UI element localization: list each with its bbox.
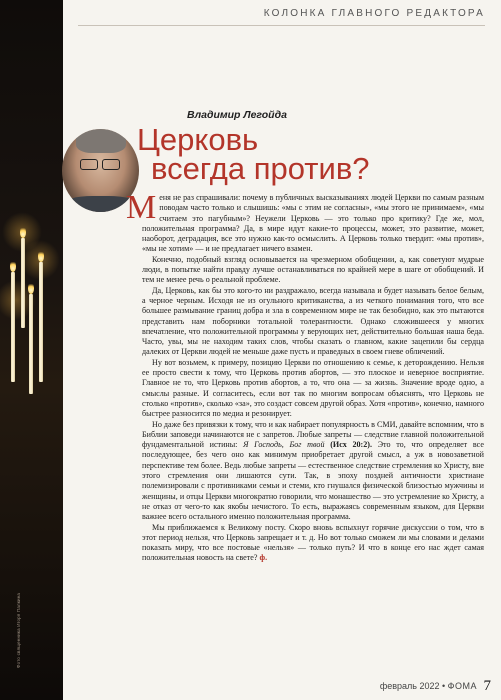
article-title — [137, 122, 370, 186]
page-number: 7 — [483, 678, 491, 694]
header-divider — [78, 25, 485, 26]
paragraph-2: Конечно, подобный взгляд основывается на чрезмерном обобщении, а, как советуют мудрые люди, в попытке найти правду лучше останавливаться по крайней мере в шаге от обобщений. И тем не менее речь о реальной проблеме. — [142, 254, 484, 285]
scripture-ref: (Исх 20:2). — [330, 440, 372, 450]
photo-credit: Фото священника Игоря Палкина — [16, 592, 21, 668]
magazine-name: ФОМА — [447, 681, 477, 691]
column-title: КОЛОНКА ГЛАВНОГО РЕДАКТОРА — [263, 8, 485, 19]
scripture-quote: Я Господь, Бог твой — [243, 440, 325, 450]
paragraph-3: Да, Церковь, как бы это кого-то ни раздражало, всегда называла и будет называть белое белым, а черное черным. Исходя не из огульного критиканства, а из четкого понимания того, что все большее размывание границ добра и зла в современном мире не так безобидно, как это пытаются представить нам поборники тотальной толерантности. Однако сложившееся у многих впечатление, что положительной программы у верующих нет, действительно большая наша беда. Часто, увы, мы не находим таких слов, чтобы сказать о главном, какие зацепили бы сердца далеких от Церкви людей не меньше даже пусть и праведных в своем гневе обличений. — [142, 285, 484, 357]
paragraph-6: Мы приближаемся к Великому посту. Скоро вновь вспыхнут горячие дискуссии о том, что в этот период нельзя, что Церковь запрещает и т. д. Но вот только сможем ли мы словами и делами показать миру, что все постовые «нельзя» — только путь? И что в конце его нас ждет самая положительная новость на свете? ф. — [142, 522, 484, 563]
author-name: Владимир Легойда — [187, 109, 287, 121]
dropcap: М — [126, 189, 157, 226]
paragraph-5: Но даже без привязки к тому, что и как набирает популярность в СМИ, давайте вспомним, что в Библии заповеди начинаются не с запретов. Любые запреты — следствие главной положительной фундаментальной истины: Я Господь, Бог твой (Исх 20:2). Это то, что определяет все последующее, без чего оно как минимум приобретает другой смысл, а уж в новозаветной перспективе тем более. Ведь любые запреты — естественное следствие стремления ко Христу, вне этого стремления они лишаются сути. Так, в эпоху поздней античности христиане полемизировали с противниками семьи и стеми, кто гнушался физической близостью мужчины и женщины, и отцы Церкви многократно говорили, что монашество — это устремление ко Христу, а не отказ от чего-то как якобы нечистого. То есть, выражаясь современным языком, для Церкви важнее всего остального именно положительная программа. — [142, 419, 484, 522]
paragraph-4: Ну вот возьмем, к примеру, позицию Церкви по отношению к семье, к деторождению. Нельзя ее просто свести к тому, что Церковь против абортов, — это плоское и неверное восприятие. Главное не то, что Церковь против абортов, а то, что она — за жизнь. Значение вроде одно, а смыслы разные. И согласитесь, если вот так по многим вопросам объяснять, что Церковь не столько «против», сколько «за», это создаст совсем другой образ. Хотя «против», конечно, намного быстрее разносится по медиа и резонирует. — [142, 357, 484, 419]
paragraph-1: Меня не раз спрашивали: почему в публичных высказываниях людей Церкви по самым разным поводам часто только и слышишь: «мы с этим не согласны», «мы этого не принимаем», «мы считаем это пагубным»? Неужели Церковь — это только про критику? Где же, мол, положительная программа? Да, в мире идут какие-то процессы, может, это развитие, может, наоборот, деградация, все это нужно как-то осмыслить. А Церковь только твердит: «мы против», «мы не хотим» — и не предлагает ничего взамен. — [126, 189, 484, 254]
end-symbol: ф. — [259, 553, 268, 563]
article-body — [126, 189, 484, 564]
page-footer: февраль 2022 • ФОМА 7 — [379, 678, 491, 694]
candles-illustration — [2, 220, 60, 440]
title-line-2: всегда против? — [151, 151, 370, 186]
title-line-1: Церковь — [137, 122, 259, 157]
candles-photo — [0, 0, 63, 700]
issue-date: февраль 2022 — [379, 681, 440, 691]
